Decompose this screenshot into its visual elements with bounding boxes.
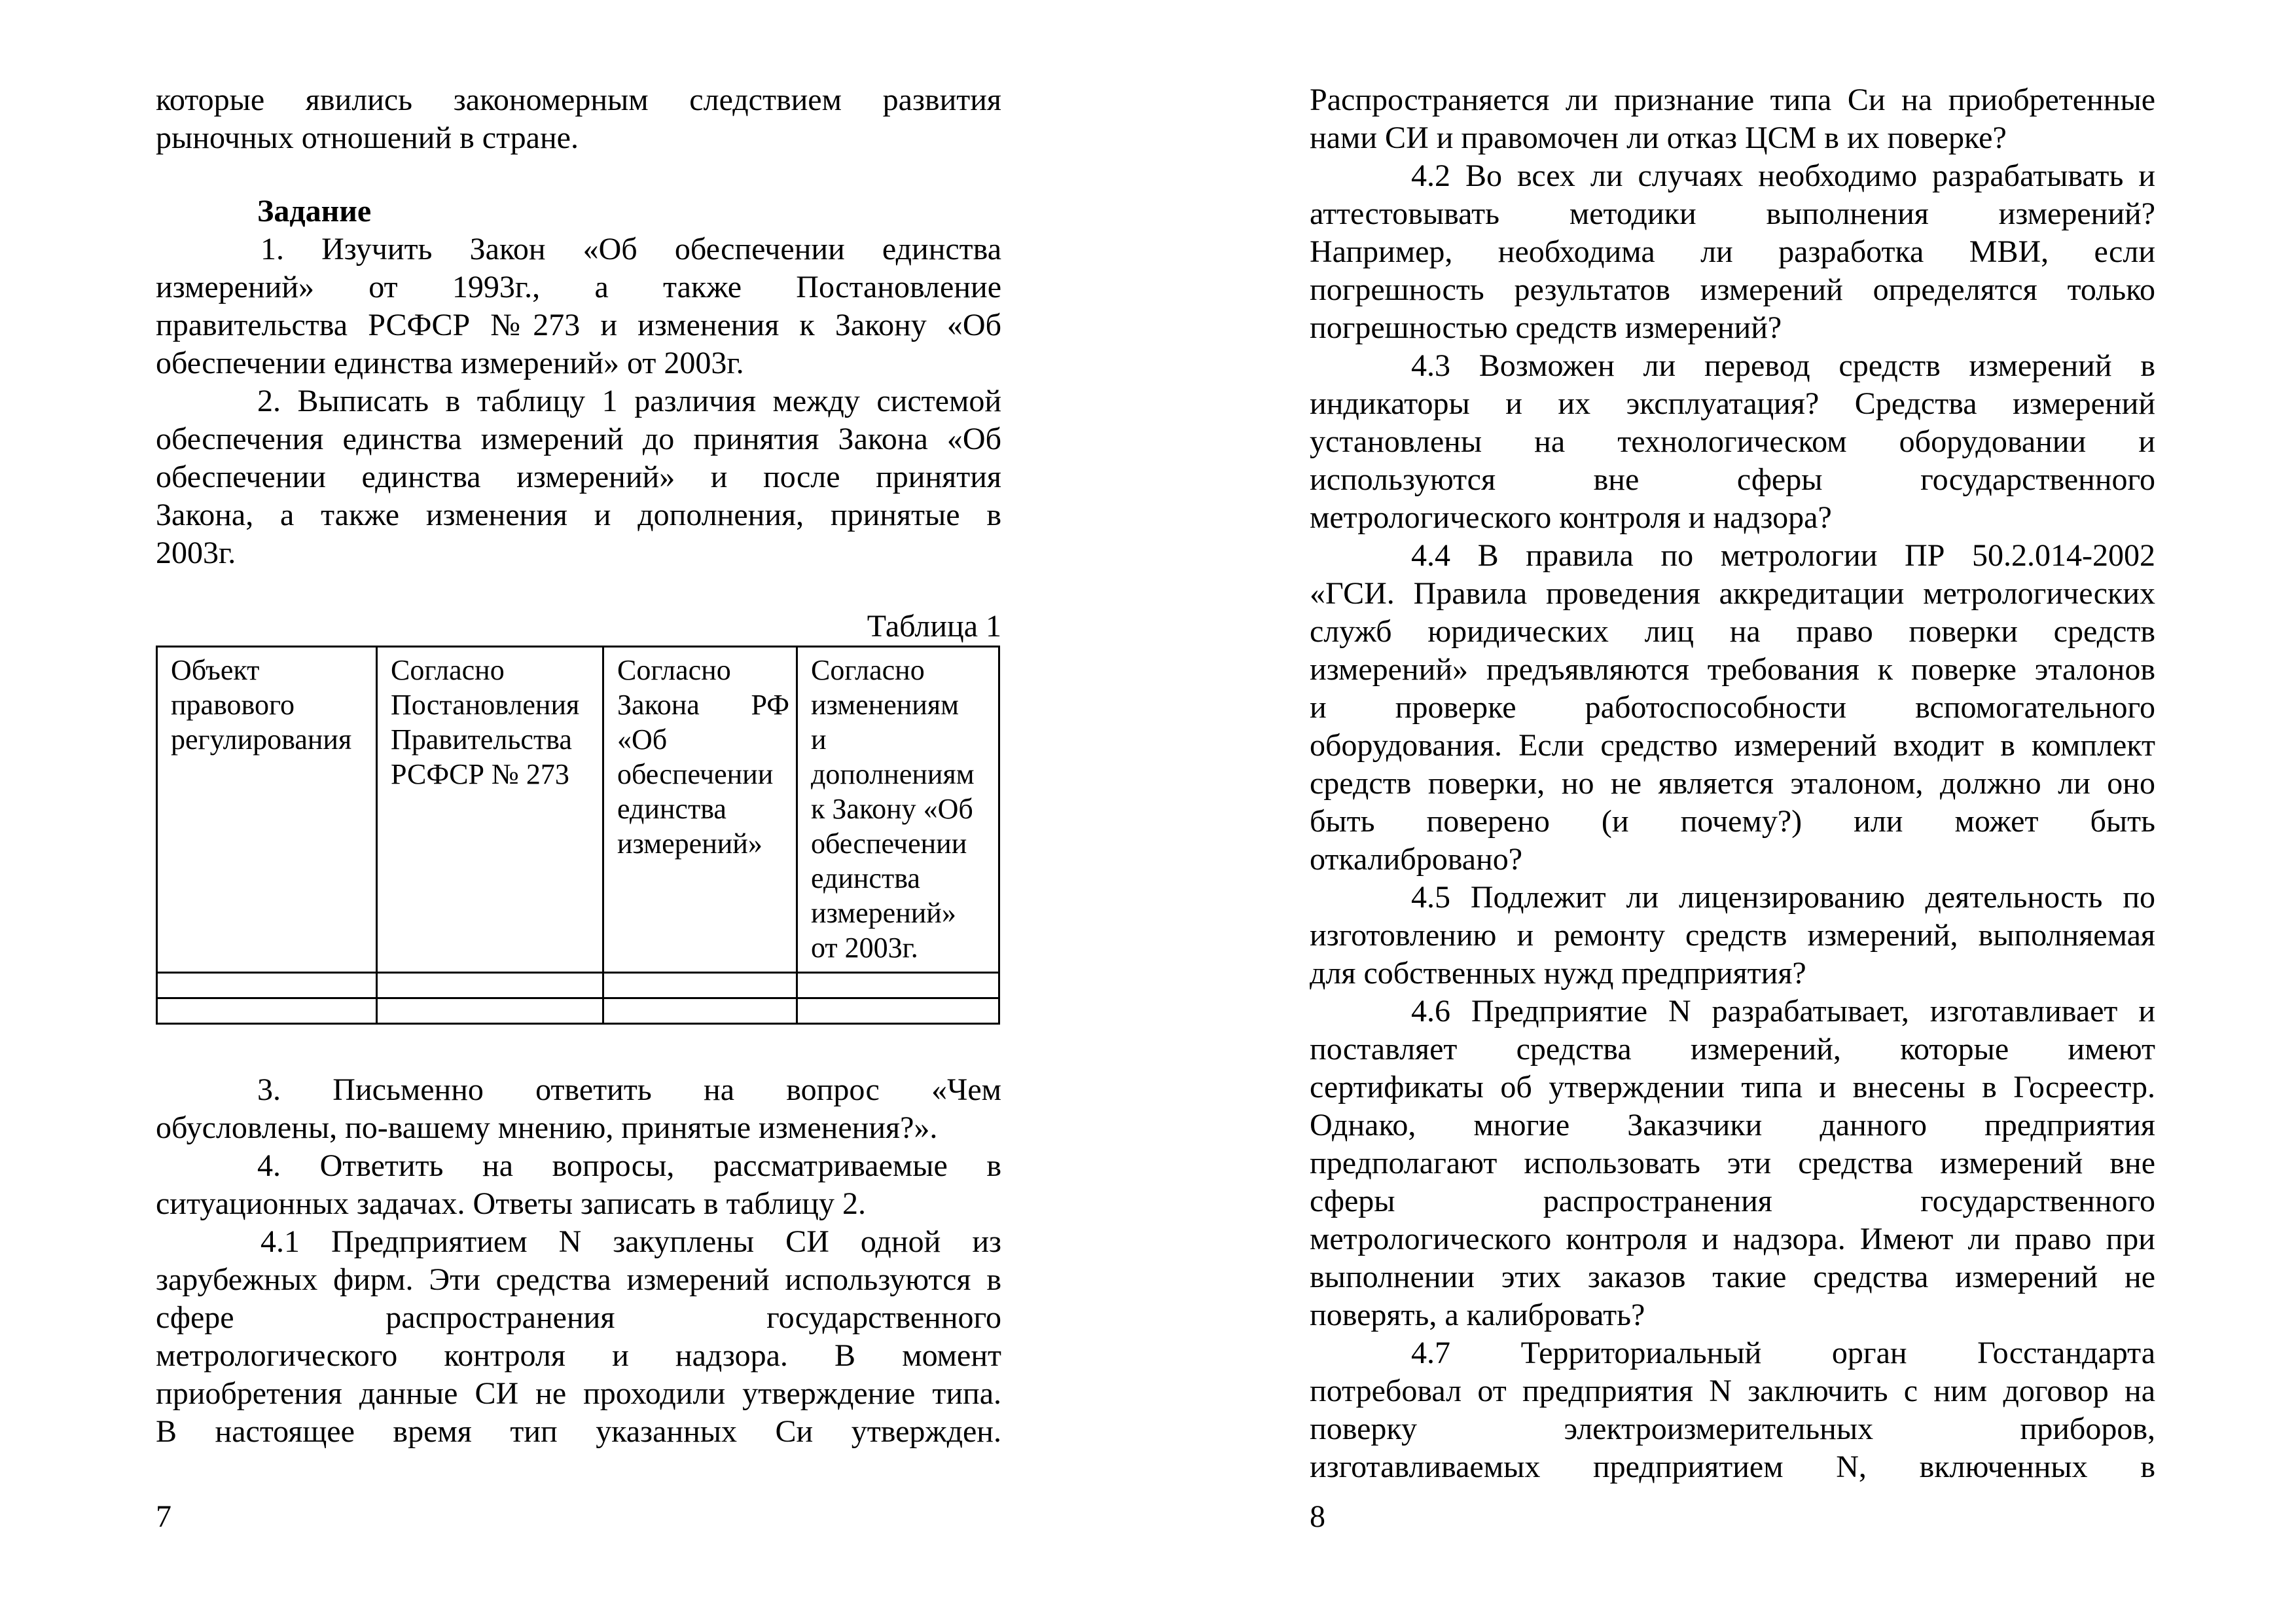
- text-line: обеспечении единства измерений» и после принятия: [156, 460, 1001, 494]
- table-cell: [603, 973, 797, 998]
- text-line: сертификаты об утверждении типа и внесены в Госреестр.: [1310, 1070, 2155, 1104]
- text-line: 3. Письменно ответить на вопрос «Чем: [257, 1072, 1001, 1107]
- text-line: Например, необходима ли разработка МВИ, если: [1310, 234, 2155, 269]
- text-line: 4.4 В правила по метрологии ПР 50.2.014-2002: [1411, 538, 2155, 573]
- right-page: [1310, 0, 2155, 1623]
- text-line: Однако, многие Заказчики данного предприятия: [1310, 1108, 2155, 1142]
- text-line: предполагают использовать эти средства измерений вне: [1310, 1146, 2155, 1180]
- text-line: выполнении этих заказов такие средства измерений не: [1310, 1260, 2155, 1294]
- text-line: Распространяется ли признание типа Си на приобретенные: [1310, 82, 2155, 117]
- text-line: оборудования. Если средство измерений входит в комплект: [1310, 728, 2155, 763]
- comparison-table: [156, 646, 1000, 1025]
- text-line: метрологического контроля и надзора. В момент: [156, 1338, 1001, 1373]
- text-line: «ГСИ. Правила проведения аккредитации метрологических: [1310, 576, 2155, 611]
- text-line: приобретения данные СИ не проходили утверждение типа.: [156, 1376, 1001, 1411]
- text-line: 4.3 Возможен ли перевод средств измерений в: [1411, 348, 2155, 383]
- text-line: погрешность результатов измерений определятся только: [1310, 272, 2155, 307]
- text-line: 4.7 Территориальный орган Госстандарта: [1411, 1336, 2155, 1370]
- table-cell: [797, 973, 999, 998]
- text-line: поверять, а калибровать?: [1310, 1298, 1645, 1332]
- text-line: 4.5 Подлежит ли лицензированию деятельность по: [1411, 880, 2155, 915]
- text-line: 4.2 Во всех ли случаях необходимо разрабатывать и: [1411, 158, 2155, 193]
- page-number: 8: [1310, 1499, 1325, 1534]
- text-line: 4.1 Предприятием N закуплены СИ одной из: [260, 1224, 1001, 1259]
- table-header-cell: Согласно Постановления Правительства РСФСР № 273: [377, 647, 603, 973]
- table-header-cell: Согласно Закона РФ «Об обеспечении единства измерений»: [603, 647, 797, 973]
- table-cell: [157, 973, 377, 998]
- text-line: 4.6 Предприятие N разрабатывает, изготавливает и: [1411, 994, 2155, 1029]
- text-line: сфере распространения государственного: [156, 1300, 1001, 1335]
- table-header-cell: Объект правового регулирования: [157, 647, 377, 973]
- text-line: и проверке работоспособности вспомогательного: [1310, 690, 2155, 725]
- text-line: которые явились закономерным следствием развития: [156, 82, 1001, 117]
- table-cell: [157, 998, 377, 1024]
- table-caption: Таблица 1: [867, 609, 1001, 644]
- text-line: сферы распространения государственного: [1310, 1184, 2155, 1218]
- text-line: 2. Выписать в таблицу 1 различия между системой: [257, 384, 1001, 418]
- text-line: обеспечения единства измерений до принятия Закона «Об: [156, 422, 1001, 456]
- text-line: быть поверено (и почему?) или может быть: [1310, 804, 2155, 839]
- table-cell: [603, 998, 797, 1024]
- table-row: [157, 998, 999, 1024]
- text-line: изготовлению и ремонту средств измерений, выполняемая: [1310, 918, 2155, 953]
- text-line: используются вне сферы государственного: [1310, 462, 2155, 497]
- text-line: 4. Ответить на вопросы, рассматриваемые в: [257, 1148, 1001, 1183]
- left-page: [156, 0, 1001, 1623]
- text-line: рыночных отношений в стране.: [156, 120, 579, 155]
- text-line: нами СИ и правомочен ли отказ ЦСМ в их поверке?: [1310, 120, 2007, 155]
- text-line: Закона, а также изменения и дополнения, принятые в: [156, 498, 1001, 532]
- table-cell: [377, 973, 603, 998]
- text-line: откалибровано?: [1310, 842, 1523, 877]
- text-line: ситуационных задачах. Ответы записать в таблицу 2.: [156, 1186, 866, 1221]
- text-line: погрешностью средств измерений?: [1310, 310, 1782, 345]
- page-number: 7: [156, 1499, 171, 1534]
- table-header-row: [157, 647, 999, 973]
- text-line: установлены на технологическом оборудовании и: [1310, 424, 2155, 459]
- text-line: поверку электроизмерительных приборов,: [1310, 1412, 2155, 1446]
- text-line: средств поверки, но не является эталоном, должно ли оно: [1310, 766, 2155, 801]
- text-line: изготавливаемых предприятием N, включенных в: [1310, 1450, 2155, 1484]
- table-cell: [377, 998, 603, 1024]
- text-line: зарубежных фирм. Эти средства измерений используются в: [156, 1262, 1001, 1297]
- text-line: 2003г.: [156, 536, 236, 570]
- text-line: обеспечении единства измерений» от 2003г.: [156, 346, 744, 380]
- table-header-cell: Согласно изменениям и дополнениям к Закону «Об обеспечении единства измерений» от 2003г.: [797, 647, 999, 973]
- text-line: метрологического контроля и надзора. Имеют ли право при: [1310, 1222, 2155, 1256]
- table-row: [157, 973, 999, 998]
- text-line: В настоящее время тип указанных Си утвержден.: [156, 1414, 1001, 1449]
- text-line: потребовал от предприятия N заключить с ним договор на: [1310, 1374, 2155, 1408]
- text-line: поставляет средства измерений, которые имеют: [1310, 1032, 2155, 1067]
- text-line: измерений» от 1993г., а также Постановление: [156, 270, 1001, 304]
- text-line: аттестовывать методики выполнения измерений?: [1310, 196, 2155, 231]
- text-line: правительства РСФСР №273 и изменения к Закону «Об: [156, 308, 1001, 342]
- text-line: метрологического контроля и надзора?: [1310, 500, 1832, 535]
- text-line: для собственных нужд предприятия?: [1310, 956, 1806, 991]
- text-line: измерений» предъявляются требования к поверке эталонов: [1310, 652, 2155, 687]
- text-line: индикаторы и их эксплуатация? Средства измерений: [1310, 386, 2155, 421]
- table-cell: [797, 998, 999, 1024]
- text-line: служб юридических лиц на право поверки средств: [1310, 614, 2155, 649]
- text-line: 1. Изучить Закон «Об обеспечении единства: [260, 232, 1001, 266]
- section-heading: Задание: [257, 194, 372, 228]
- text-line: обусловлены, по-вашему мнению, принятые изменения?».: [156, 1110, 938, 1145]
